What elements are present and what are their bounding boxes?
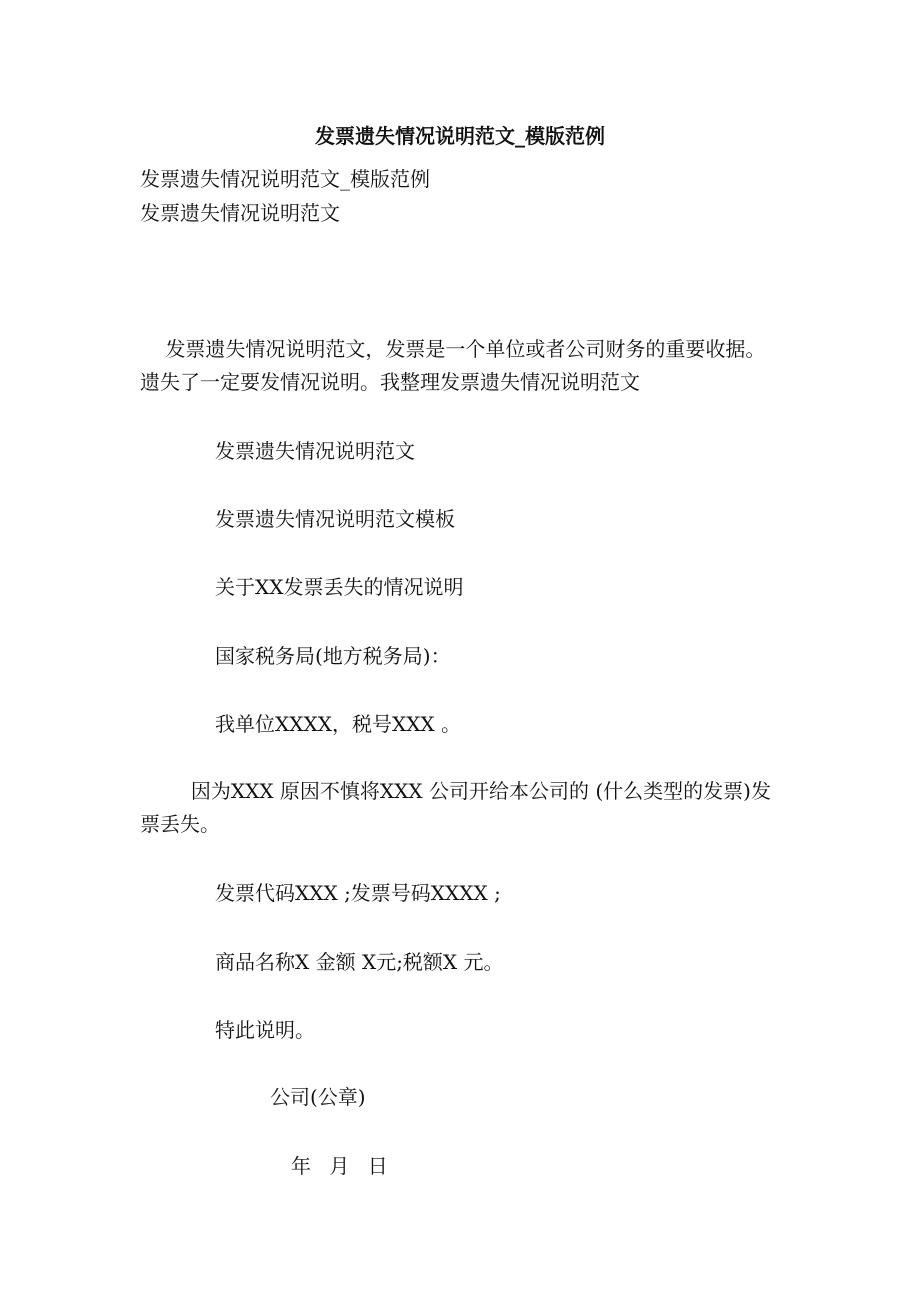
- goods-info-line: 商品名称X 金额 X元;税额X 元。: [215, 950, 504, 974]
- letter-title: 关于XX发票丢失的情况说明: [215, 575, 464, 599]
- signature-company: 公司(公章): [270, 1085, 366, 1109]
- document-subtitle-2: 发票遗失情况说明范文: [140, 201, 340, 225]
- date-line: 年 月 日: [291, 1154, 394, 1178]
- section-heading-1: 发票遗失情况说明范文: [215, 439, 415, 463]
- closing-line: 特此说明。: [215, 1018, 315, 1042]
- document-title: 发票遗失情况说明范文_模版范例: [315, 124, 605, 148]
- section-heading-2: 发票遗失情况说明范文模板: [215, 507, 455, 531]
- invoice-codes-line: 发票代码XXX ;发票号码XXXX ;: [215, 881, 501, 905]
- company-line: 我单位XXXX，税号XXX 。: [215, 712, 462, 736]
- recipient-line: 国家税务局(地方税务局)：: [215, 644, 451, 668]
- document-subtitle-1: 发票遗失情况说明范文_模版范例: [140, 167, 430, 191]
- reason-paragraph: 因为XXX 原因不慎将XXX 公司开给本公司的 (什么类型的发票)发票丢失。: [140, 779, 771, 836]
- intro-paragraph: 发票遗失情况说明范文，发票是一个单位或者公司财务的重要收据。遗失了一定要发情况说明。我整理发票遗失情况说明范文: [140, 337, 766, 394]
